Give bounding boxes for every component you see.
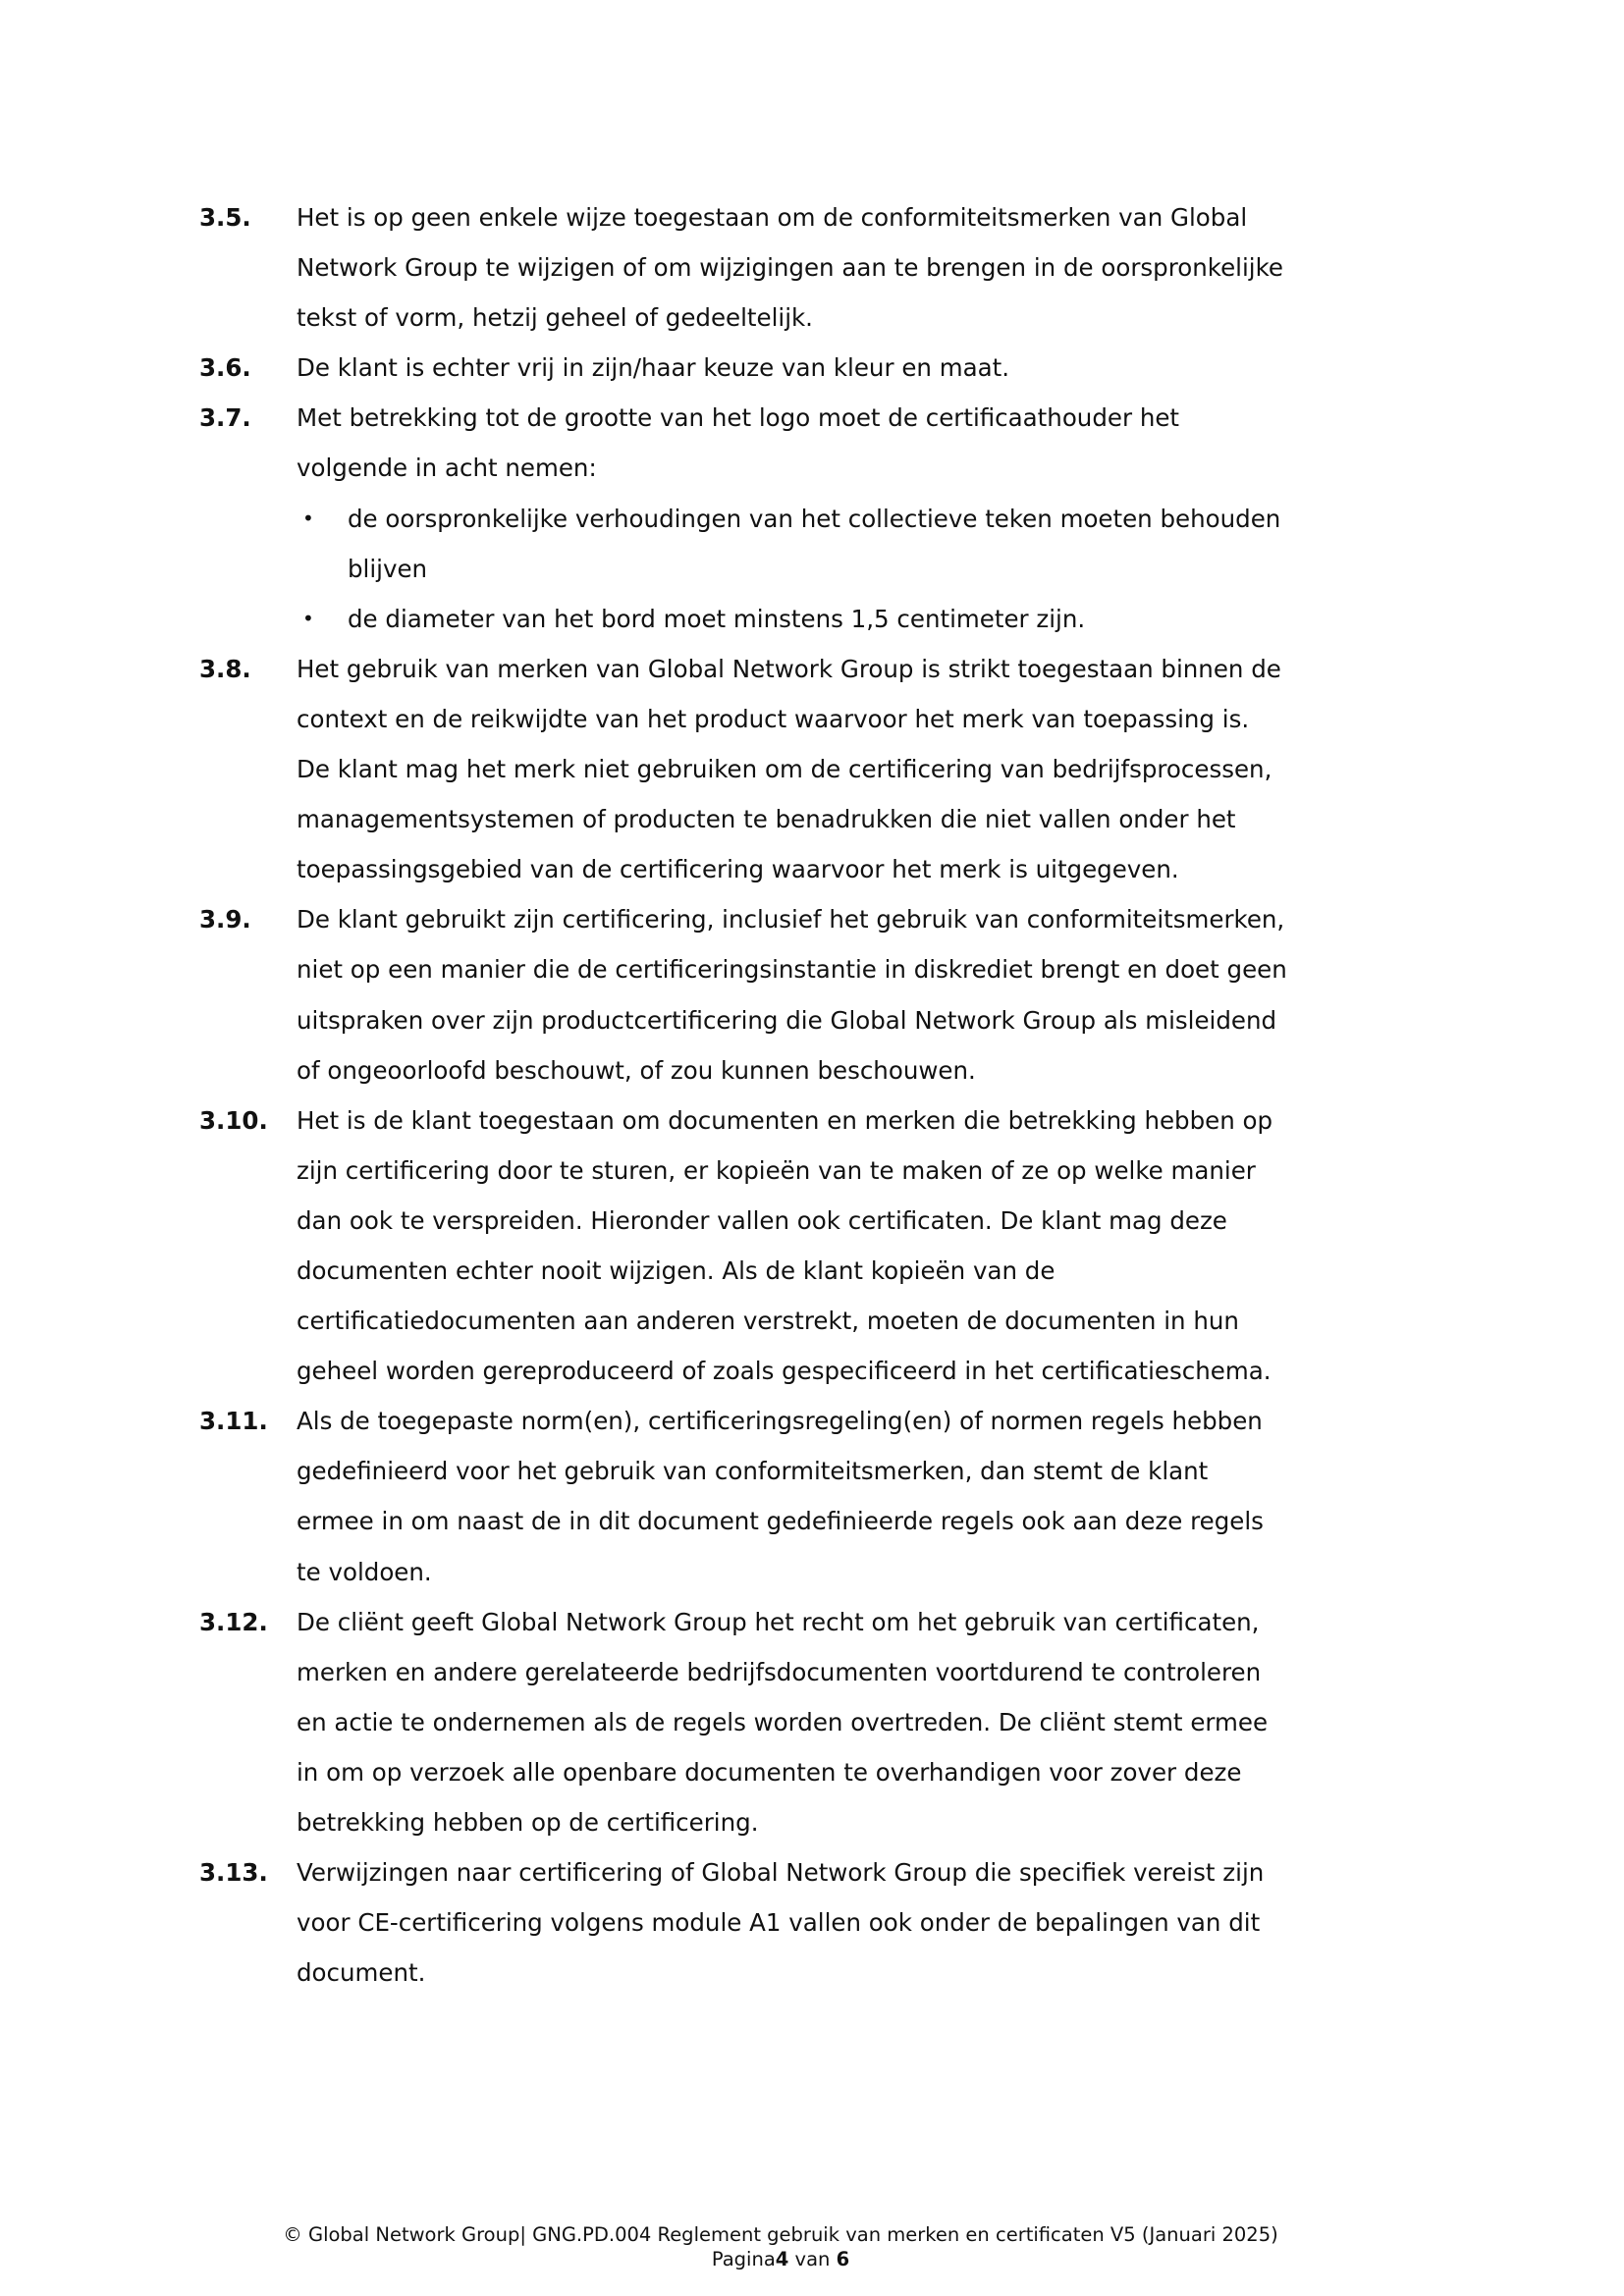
clause-text-line: De klant is echter vrij in zijn/haar keuze van kleur en maat. <box>297 353 1009 383</box>
clause-text-line: Als de toegepaste norm(en), certificeringsregeling(en) of normen regels hebben <box>297 1407 1263 1436</box>
footer-document-info: © Global Network Group| GNG.PD.004 Reglement gebruik van merken en certificaten V5 (Januari 2025) <box>283 2223 1278 2246</box>
bullet-item <box>297 494 1456 594</box>
clause-text-line: geheel worden gereproduceerd of zoals gespecificeerd in het certificatieschema. <box>297 1357 1272 1386</box>
clause-text-line: document. <box>297 1958 426 1988</box>
document-body <box>199 192 1456 1998</box>
clause-text-line: tekst of vorm, hetzij geheel of gedeeltelijk. <box>297 303 813 333</box>
clause-text-line: gedefinieerd voor het gebruik van conformiteitsmerken, dan stemt de klant <box>297 1457 1209 1486</box>
clause-text-line: ermee in om naast de in dit document gedefinieerde regels ook aan deze regels <box>297 1507 1264 1536</box>
page-label: Pagina <box>711 2248 776 2270</box>
clause-3-8 <box>199 644 1456 894</box>
clause-text-line: managementsystemen of producten te benadrukken die niet vallen onder het <box>297 805 1236 834</box>
clause-text-line: volgende in acht nemen: <box>297 454 597 483</box>
clause-text-line: dan ook te verspreiden. Hieronder vallen ook certificaten. De klant mag deze <box>297 1205 1227 1235</box>
clause-3-13 <box>199 1847 1456 1998</box>
bullet-text-line: de oorspronkelijke verhoudingen van het collectieve teken moeten behouden <box>348 504 1281 533</box>
footer-page-number <box>0 2247 1561 2271</box>
clause-text-line: De cliënt geeft Global Network Group het recht om het gebruik van certificaten, <box>297 1607 1260 1636</box>
clause-text-line: in om op verzoek alle openbare documenten te overhandigen voor zover deze <box>297 1757 1242 1787</box>
clause-text-line: Het is de klant toegestaan om documenten en merken die betrekking hebben op <box>297 1105 1273 1135</box>
clause-text-line: toepassingsgebied van de certificering waarvoor het merk is uitgegeven. <box>297 855 1179 884</box>
clause-text-line: uitspraken over zijn productcertificering die Global Network Group als misleidend <box>297 1005 1277 1035</box>
clause-text-line: Met betrekking tot de grootte van het logo moet de certificaathouder het <box>297 403 1180 433</box>
clause-3-12 <box>199 1597 1456 1847</box>
clause-number: 3.11. <box>199 1407 268 1436</box>
clause-3-7 <box>199 393 1456 643</box>
clause-text-line: merken en andere gerelateerde bedrijfsdocumenten voortdurend te controleren <box>297 1657 1262 1686</box>
clause-number: 3.10. <box>199 1105 268 1135</box>
clause-3-6 <box>199 343 1456 393</box>
bullet-text-line: blijven <box>348 554 428 583</box>
clause-number: 3.8. <box>199 654 251 683</box>
clause-number: 3.9. <box>199 905 251 934</box>
clause-number: 3.5. <box>199 203 251 232</box>
clause-3-5 <box>199 192 1456 343</box>
clause-text-line: te voldoen. <box>297 1557 432 1586</box>
clause-3-10 <box>199 1095 1456 1397</box>
bullet-icon: • <box>302 606 314 630</box>
bullet-text-line: de diameter van het bord moet minstens 1,5 centimeter zijn. <box>348 604 1086 633</box>
total-pages: 6 <box>836 2248 850 2270</box>
clause-text-line: De klant mag het merk niet gebruiken om de certificering van bedrijfsprocessen, <box>297 755 1272 784</box>
clause-3-9 <box>199 894 1456 1095</box>
clause-text-line: Het gebruik van merken van Global Network Group is strikt toegestaan binnen de <box>297 654 1281 683</box>
clause-text-line: context en de reikwijdte van het product waarvoor het merk van toepassing is. <box>297 704 1250 733</box>
page-footer <box>0 2222 1561 2271</box>
clause-number: 3.6. <box>199 353 251 383</box>
clause-3-11 <box>199 1396 1456 1596</box>
clause-number: 3.7. <box>199 403 251 433</box>
page-separator: van <box>788 2248 837 2270</box>
clause-text-line: Network Group te wijzigen of om wijzigingen aan te brengen in de oorspronkelijke <box>297 253 1283 283</box>
current-page: 4 <box>775 2248 789 2270</box>
clause-text-line: zijn certificering door te sturen, er kopieën van te maken of ze op welke manier <box>297 1155 1256 1185</box>
bullet-item <box>297 594 1456 644</box>
clause-text-line: De klant gebruikt zijn certificering, inclusief het gebruik van conformiteitsmerken, <box>297 905 1285 934</box>
clause-text-line: Verwijzingen naar certificering of Global Network Group die specifiek vereist zijn <box>297 1858 1265 1888</box>
clause-text-line: niet op een manier die de certificeringsinstantie in diskrediet brengt en doet geen <box>297 955 1287 985</box>
clause-text-line: voor CE-certificering volgens module A1 vallen ook onder de bepalingen van dit <box>297 1908 1261 1938</box>
bullet-icon: • <box>302 506 314 530</box>
clause-text-line: documenten echter nooit wijzigen. Als de klant kopieën van de <box>297 1255 1056 1285</box>
clause-text-line: certificatiedocumenten aan anderen verstrekt, moeten de documenten in hun <box>297 1307 1239 1336</box>
clause-text-line: Het is op geen enkele wijze toegestaan om de conformiteitsmerken van Global <box>297 203 1248 232</box>
clause-text-line: betrekking hebben op de certificering. <box>297 1808 759 1837</box>
clause-number: 3.13. <box>199 1858 268 1888</box>
clause-text-line: en actie te ondernemen als de regels worden overtreden. De cliënt stemt ermee <box>297 1707 1269 1736</box>
clause-text-line: of ongeoorloofd beschouwt, of zou kunnen beschouwen. <box>297 1055 976 1085</box>
clause-number: 3.12. <box>199 1607 268 1636</box>
